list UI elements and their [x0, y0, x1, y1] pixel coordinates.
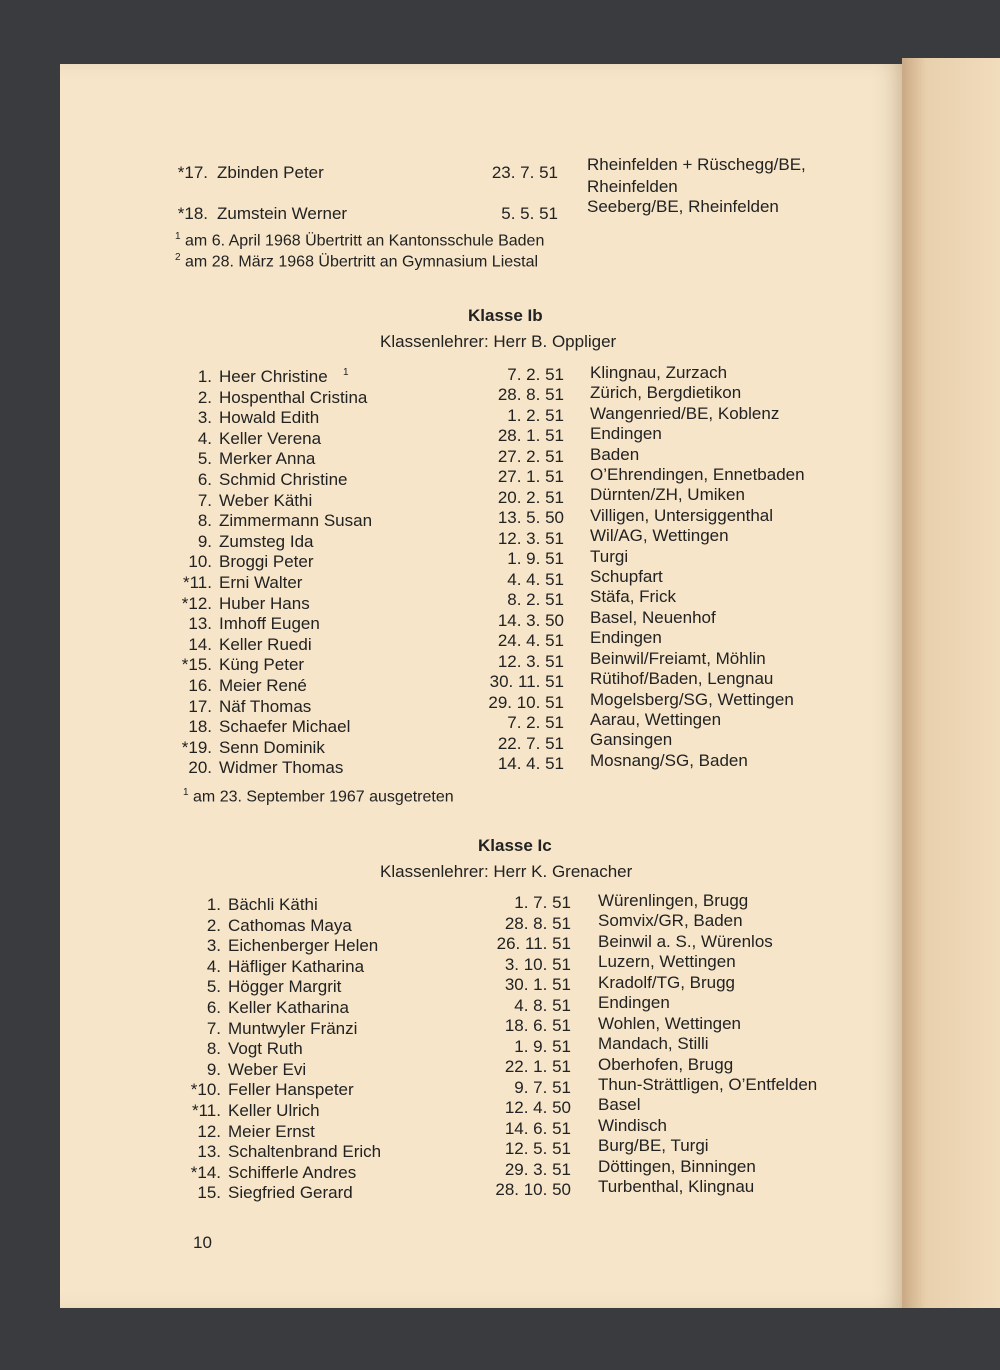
- row-place: Wohlen, Wettingen: [598, 1013, 742, 1033]
- class-ic-title: Klasse Ic: [478, 836, 552, 855]
- row-date: 27. 1. 51: [497, 467, 564, 487]
- row-place: Wangenried/BE, Koblenz: [590, 403, 780, 423]
- row-name: Keller Katharina: [228, 998, 349, 1017]
- footnote-mark: 1: [343, 367, 349, 378]
- row-name: Widmer Thomas: [219, 758, 344, 778]
- row-number: 5.: [206, 977, 221, 997]
- row-name: Muntwyler Fränzi: [228, 1018, 358, 1038]
- page-number: 10: [193, 1233, 212, 1252]
- entry-number: *17.: [177, 163, 208, 182]
- row-name: Senn Dominik: [219, 737, 325, 757]
- row-name: Weber Käthi: [219, 490, 313, 510]
- footnote-mark: 2: [175, 252, 181, 263]
- row-date: 12. 3. 51: [497, 651, 564, 671]
- row-number: *10.: [190, 1080, 221, 1100]
- row-date: 12. 5. 51: [504, 1139, 571, 1158]
- row-date: 28. 10. 50: [495, 1180, 571, 1199]
- row-name: Erni Walter: [219, 573, 303, 592]
- row-date: 29. 10. 51: [488, 692, 564, 712]
- row-date: 14. 4. 51: [497, 754, 564, 774]
- row-number: 10.: [188, 552, 212, 572]
- footnote: [175, 231, 544, 250]
- row-name: Schaltenbrand Erich: [228, 1142, 382, 1162]
- class-ib-teacher: Klassenlehrer: Herr B. Oppliger: [380, 332, 617, 351]
- footnote-text: am 6. April 1968 Übertritt an Kantonsschule Baden: [185, 232, 545, 250]
- row-date: 7. 2. 51: [507, 365, 564, 384]
- row-date: 4. 4. 51: [507, 569, 564, 589]
- row-number: 13.: [188, 614, 212, 634]
- row-number: 14.: [188, 634, 212, 654]
- entry-number: *18.: [177, 204, 208, 223]
- row-date: 3. 10. 51: [504, 954, 571, 974]
- row-date: 28. 8. 51: [497, 385, 564, 405]
- row-name: Weber Evi: [228, 1059, 307, 1079]
- row-date: 1. 2. 51: [507, 405, 564, 425]
- row-name: Keller Ulrich: [228, 1101, 320, 1120]
- class-ib-title: Klasse Ib: [468, 306, 543, 325]
- entry-name: Zumstein Werner: [217, 204, 348, 223]
- row-place: Klingnau, Zurzach: [590, 363, 728, 382]
- footnote-mark: 1: [183, 787, 189, 798]
- row-number: 13.: [197, 1142, 221, 1162]
- row-number: 15.: [197, 1183, 221, 1203]
- row-place: Wil/AG, Wettingen: [590, 526, 729, 546]
- row-place: Mogelsberg/SG, Wettingen: [590, 689, 794, 709]
- row-place: Mosnang/SG, Baden: [590, 750, 748, 770]
- row-number: 9.: [206, 1059, 221, 1079]
- row-name: Schifferle Andres: [228, 1162, 357, 1182]
- row-name: Cathomas Maya: [228, 915, 352, 935]
- row-place: Stäfa, Frick: [590, 587, 676, 607]
- row-number: 17.: [188, 696, 212, 716]
- row-date: 30. 11. 51: [489, 672, 564, 692]
- row-number: 5.: [197, 449, 212, 469]
- row-date: 30. 1. 51: [504, 975, 571, 994]
- row-place: Basel, Neuenhof: [590, 607, 716, 627]
- row-number: 6.: [206, 998, 221, 1017]
- row-number: 8.: [206, 1039, 221, 1059]
- row-number: 20.: [188, 758, 212, 778]
- row-name: Zimmermann Susan: [219, 511, 373, 531]
- row-name: Bächli Käthi: [228, 895, 318, 914]
- row-place: Luzern, Wettingen: [598, 952, 736, 972]
- row-place: Windisch: [598, 1115, 667, 1135]
- row-place: Schupfart: [590, 567, 663, 587]
- row-date: 13. 5. 50: [497, 508, 564, 528]
- row-date: 1. 9. 51: [514, 1036, 571, 1056]
- row-date: 22. 7. 51: [497, 733, 564, 753]
- row-place: Burg/BE, Turgi: [598, 1136, 709, 1156]
- row-name: Eichenberger Helen: [228, 936, 379, 956]
- row-place: Oberhofen, Brugg: [598, 1054, 734, 1074]
- row-number: 18.: [188, 717, 212, 737]
- row-date: 28. 8. 51: [504, 913, 571, 933]
- row-date: 24. 4. 51: [497, 631, 564, 651]
- row-name: Vogt Ruth: [228, 1039, 303, 1059]
- row-name: Feller Hanspeter: [228, 1080, 354, 1100]
- row-name: Huber Hans: [219, 593, 310, 613]
- entry-place: Rheinfelden + Rüschegg/BE,: [587, 155, 806, 174]
- row-date: 12. 3. 51: [497, 528, 564, 548]
- row-name: Hospenthal Cristina: [219, 387, 368, 407]
- row-number: 2.: [197, 387, 212, 407]
- footnote: [183, 787, 454, 806]
- row-number: *15.: [181, 655, 212, 675]
- row-number: 1.: [206, 895, 221, 914]
- row-place: Endingen: [590, 628, 662, 648]
- row-date: 7. 2. 51: [507, 713, 564, 733]
- class-ic-teacher: Klassenlehrer: Herr K. Grenacher: [380, 862, 633, 881]
- row-place: Endingen: [598, 993, 670, 1013]
- row-number: 3.: [206, 936, 221, 956]
- row-number: 16.: [188, 676, 212, 695]
- row-name: Keller Ruedi: [219, 634, 312, 654]
- row-place: Endingen: [590, 424, 662, 444]
- row-number: *19.: [181, 737, 212, 757]
- row-number: *11.: [192, 1101, 221, 1120]
- row-name: Küng Peter: [219, 655, 305, 675]
- row-date: 9. 7. 51: [514, 1077, 571, 1097]
- row-name: Imhoff Eugen: [219, 614, 320, 634]
- row-date: 14. 3. 50: [497, 610, 564, 630]
- row-place: Mandach, Stilli: [598, 1034, 709, 1054]
- row-name: Schaefer Michael: [219, 717, 351, 737]
- row-place: Thun-Strättligen, O’Entfelden: [598, 1074, 818, 1094]
- row-date: 14. 6. 51: [504, 1118, 571, 1138]
- row-number: 6.: [197, 470, 212, 489]
- row-number: 2.: [206, 915, 221, 935]
- row-place: Turbenthal, Klingnau: [598, 1177, 755, 1197]
- row-name: Merker Anna: [219, 449, 316, 469]
- row-number: 9.: [197, 531, 212, 551]
- row-place: Rütihof/Baden, Lengnau: [590, 669, 774, 689]
- row-name: Keller Verena: [219, 428, 322, 448]
- row-place: Gansingen: [590, 730, 673, 750]
- row-name: Näf Thomas: [219, 696, 312, 716]
- footnote-text: am 28. März 1968 Übertritt an Gymnasium Liestal: [185, 253, 539, 271]
- row-date: 1. 9. 51: [507, 549, 564, 569]
- row-date: 18. 6. 51: [504, 1016, 571, 1035]
- row-place: Dürnten/ZH, Umiken: [590, 485, 745, 505]
- row-name: Högger Margrit: [228, 977, 342, 997]
- row-date: 22. 1. 51: [504, 1057, 571, 1076]
- row-date: 1. 7. 51: [514, 893, 571, 912]
- row-name: Häfliger Katharina: [228, 956, 365, 976]
- row-number: *12.: [181, 593, 212, 613]
- row-date: 28. 1. 51: [497, 426, 564, 446]
- row-name: Broggi Peter: [219, 552, 314, 572]
- row-place: Beinwil a. S., Würenlos: [598, 931, 773, 951]
- row-name: Schmid Christine: [219, 470, 348, 489]
- row-place: Döttingen, Binningen: [598, 1156, 756, 1176]
- entry-date: 5. 5. 51: [501, 204, 558, 223]
- row-name: Meier Ernst: [228, 1121, 315, 1141]
- footnote: [175, 252, 538, 271]
- row-number: 1.: [197, 367, 212, 386]
- page-fold: [902, 58, 1000, 1308]
- row-place: O’Ehrendingen, Ennetbaden: [590, 465, 805, 485]
- row-number: 8.: [197, 511, 212, 531]
- footnote-text: am 23. September 1967 ausgetreten: [193, 788, 454, 806]
- entry-name: Zbinden Peter: [217, 163, 324, 182]
- row-date: 29. 3. 51: [504, 1159, 571, 1179]
- row-place: Beinwil/Freiamt, Möhlin: [590, 648, 766, 668]
- entry-place: Seeberg/BE, Rheinfelden: [587, 197, 779, 216]
- row-name: Howald Edith: [219, 408, 320, 428]
- row-name: Meier René: [219, 676, 307, 695]
- row-number: 7.: [197, 490, 212, 510]
- row-number: 4.: [197, 428, 212, 448]
- row-place: Villigen, Untersiggenthal: [590, 505, 774, 525]
- row-name: Zumsteg Ida: [219, 531, 314, 551]
- row-date: 12. 4. 50: [504, 1098, 571, 1117]
- row-date: 4. 8. 51: [514, 995, 571, 1015]
- footnote-mark: 1: [175, 231, 181, 242]
- row-place: Zürich, Bergdietikon: [590, 383, 742, 403]
- entry-place-cont: Rheinfelden: [587, 177, 678, 196]
- row-number: *14.: [190, 1162, 221, 1182]
- row-place: Basel: [598, 1095, 641, 1115]
- row-number: 7.: [206, 1018, 221, 1038]
- row-name: Heer Christine: [219, 367, 328, 386]
- entry-date: 23. 7. 51: [491, 163, 558, 182]
- row-number: 12.: [197, 1121, 221, 1141]
- row-number: *11.: [183, 573, 212, 592]
- row-date: 8. 2. 51: [507, 590, 564, 610]
- row-place: Baden: [590, 444, 640, 464]
- row-place: Aarau, Wettingen: [590, 709, 722, 729]
- row-number: 3.: [197, 408, 212, 428]
- row-place: Würenlingen, Brugg: [598, 891, 749, 910]
- row-number: 4.: [206, 956, 221, 976]
- row-date: 26. 11. 51: [496, 934, 571, 953]
- row-name: Siegfried Gerard: [228, 1183, 353, 1203]
- row-place: Kradolf/TG, Brugg: [598, 972, 736, 992]
- row-date: 20. 2. 51: [497, 487, 564, 507]
- row-place: Turgi: [590, 546, 629, 566]
- row-place: Somvix/GR, Baden: [598, 911, 743, 931]
- row-date: 27. 2. 51: [497, 446, 564, 466]
